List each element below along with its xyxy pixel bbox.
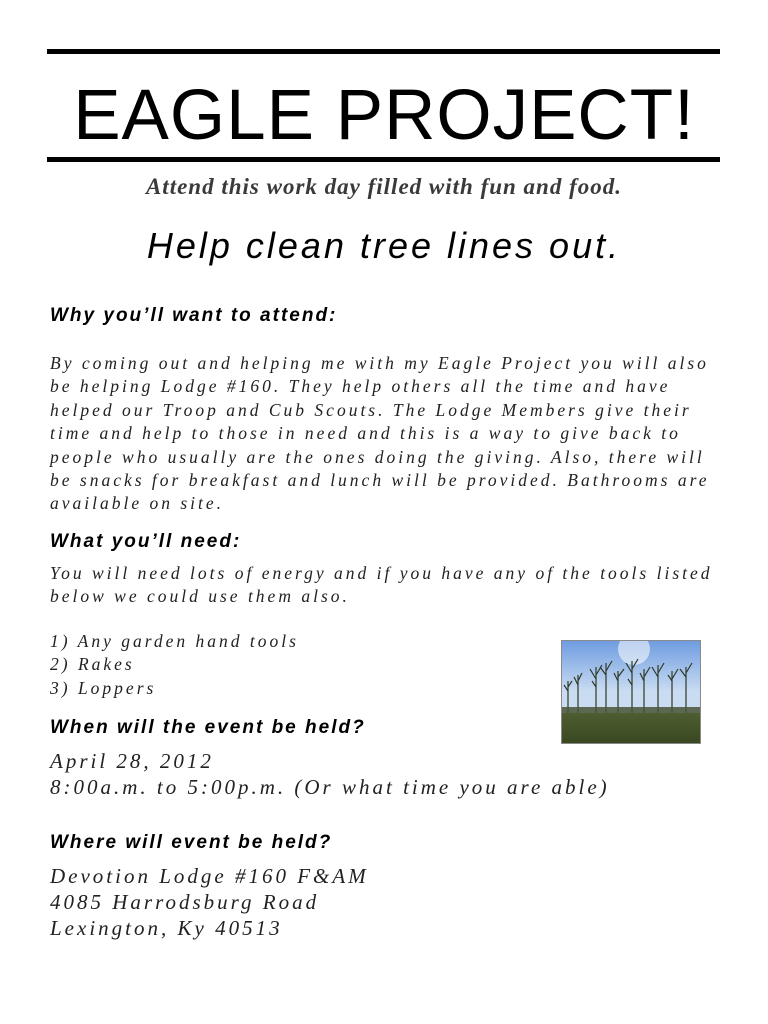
- why-paragraph: [50, 352, 730, 516]
- why-line: people who usually are the ones doing the giving. Also, there will: [50, 446, 705, 467]
- need-heading: What you’ll need:: [50, 531, 242, 552]
- list-item: 3) Loppers: [50, 677, 157, 698]
- need-line: You will need lots of energy and if you have any of the tools listed: [50, 563, 713, 583]
- need-line: below we could use them also.: [50, 586, 350, 607]
- need-paragraph: [50, 562, 730, 609]
- where-details: [50, 863, 369, 941]
- tree-line-image: [562, 641, 700, 743]
- bottom-rule: [47, 157, 720, 162]
- event-date: April 28, 2012: [50, 749, 214, 773]
- list-item: 1) Any garden hand tools: [50, 631, 299, 651]
- event-time: 8:00a.m. to 5:00p.m. (Or what time you are able): [50, 775, 610, 799]
- when-details: [50, 748, 610, 800]
- tree-line-photo: [561, 640, 701, 744]
- why-line: By coming out and helping me with my Eagle Project you will also: [50, 353, 709, 373]
- where-heading: Where will event be held?: [50, 832, 333, 853]
- page-title: EAGLE PROJECT!: [73, 76, 695, 155]
- why-line: time and help to those in need and this is a way to give back to: [50, 423, 681, 444]
- top-rule: [47, 49, 720, 54]
- why-line: be helping Lodge #160. They help others all the time and have: [50, 376, 671, 397]
- why-heading: Why you’ll want to attend:: [50, 305, 338, 326]
- subtitle: Attend this work day filled with fun and food.: [145, 174, 623, 199]
- venue-name: Devotion Lodge #160 F&AM: [50, 864, 369, 888]
- tagline: Help clean tree lines out.: [146, 225, 622, 266]
- why-line: be snacks for breakfast and lunch will be provided. Bathrooms are: [50, 470, 710, 491]
- why-line: helped our Troop and Cub Scouts. The Lodge Members give their: [50, 399, 692, 420]
- why-line: available on site.: [50, 493, 225, 514]
- list-item: 2) Rakes: [50, 654, 135, 675]
- when-heading: When will the event be held?: [50, 717, 366, 738]
- venue-street: 4085 Harrodsburg Road: [50, 890, 320, 914]
- venue-city: Lexington, Ky 40513: [50, 916, 283, 940]
